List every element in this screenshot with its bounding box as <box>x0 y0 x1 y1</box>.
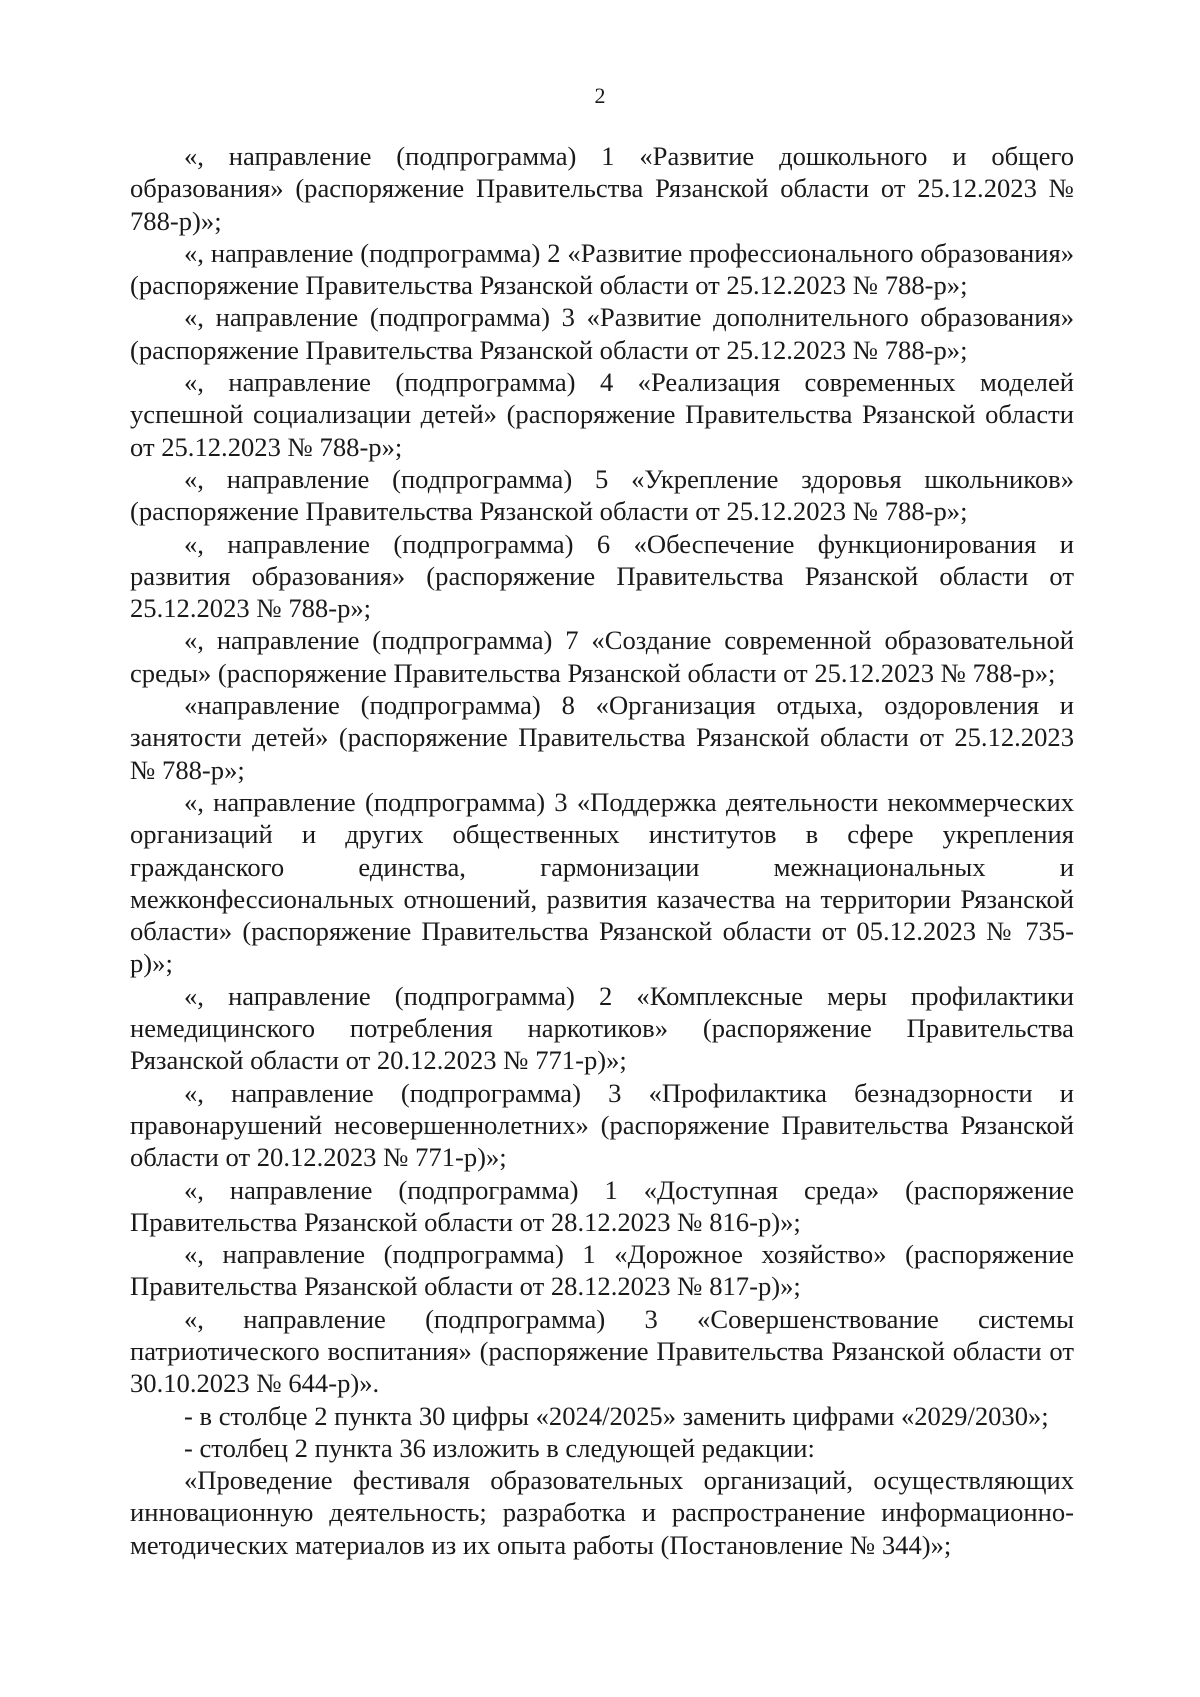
document-body <box>130 140 1074 1561</box>
paragraph-subprogram-3-patriotic: «, направление (подпрограмма) 3 «Совершенствование системы патриотического воспитания» (распоряжение Правительства Рязанской области от 30.10.2023 № 644-р)». <box>130 1303 1074 1399</box>
paragraph-subprogram-8-recreation: «направление (подпрограмма) 8 «Организация отдыха, оздоровления и занятости детей» (распоряжение Правительства Рязанской области от 25.12.2023 № 788-р»; <box>130 690 1074 785</box>
paragraph-item-30-change: - в столбце 2 пункта 30 цифры «2024/2025» заменить цифрами «2029/2030»; <box>184 1400 1049 1431</box>
paragraph-subprogram-5-health: «, направление (подпрограмма) 5 «Укрепление здоровья школьников» (распоряжение Правительства Рязанской области от 25.12.2023 № 788-р»; <box>130 463 1074 527</box>
paragraph-subprogram-6-functioning: «, направление (подпрограмма) 6 «Обеспечение функционирования и развития образования» (распоряжение Правительства Рязанской области от 25.12.2023 № 788-р»; <box>130 528 1074 624</box>
paragraph-item-36-change: - столбец 2 пункта 36 изложить в следующей редакции: <box>184 1432 815 1463</box>
paragraph-subprogram-1-preschool: «, направление (подпрограмма) 1 «Развитие дошкольного и общего образования» (распоряжение Правительства Рязанской области от 25.12.2023 № 788-р)»; <box>130 141 1074 236</box>
paragraph-subprogram-3-additional: «, направление (подпрограмма) 3 «Развитие дополнительного образования» (распоряжение Правительства Рязанской области от 25.12.2023 № 788-р»; <box>130 302 1074 365</box>
paragraph-subprogram-2-professional: «, направление (подпрограмма) 2 «Развитие профессионального образования» (распоряжение Правительства Рязанской области от 25.12.2023 № 788-р»; <box>130 237 1074 301</box>
paragraph-subprogram-1-accessible: «, направление (подпрограмма) 1 «Доступная среда» (распоряжение Правительства Рязанской области от 28.12.2023 № 816-р)»; <box>130 1174 1074 1237</box>
paragraph-subprogram-7-environment: «, направление (подпрограмма) 7 «Создание современной образовательной среды» (распоряжение Правительства Рязанской области от 25.12.2023 № 788-р»; <box>130 625 1074 688</box>
paragraph-subprogram-3-delinquency: «, направление (подпрограмма) 3 «Профилактика безнадзорности и правонарушений несовершеннолетних» (распоряжение Правительства Рязанской области от 20.12.2023 № 771-р)»; <box>130 1077 1074 1173</box>
paragraph-subprogram-3-nko: «, направление (подпрограмма) 3 «Поддержка деятельности некоммерческих организаций и других общественных институтов в сфере укрепления гражданского единства, гармонизации межнациональных и межконфессиональных отношений, развития казачества на территории Рязанской области» (распоряжение Правительства Рязанской области от 05.12.2023 № 735-р)»; <box>130 786 1074 979</box>
paragraph-festival-text: «Проведение фестиваля образовательных организаций, осуществляющих инновационную деятельность; разработка и распространение информационно-методических материалов из их опыта работы (Постановление № 344)»; <box>130 1465 1074 1560</box>
paragraph-subprogram-4-socialization: «, направление (подпрограмма) 4 «Реализация современных моделей успешной социализации детей» (распоряжение Правительства Рязанской области от 25.12.2023 № 788-р»; <box>130 367 1074 462</box>
page-number: 2 <box>594 83 606 108</box>
paragraph-subprogram-2-narcotics: «, направление (подпрограмма) 2 «Комплексные меры профилактики немедицинского потребления наркотиков» (распоряжение Правительства Рязанской области от 20.12.2023 № 771-р)»; <box>130 980 1074 1076</box>
paragraph-subprogram-1-roads: «, направление (подпрограмма) 1 «Дорожное хозяйство» (распоряжение Правительства Рязанской области от 28.12.2023 № 817-р)»; <box>130 1239 1074 1302</box>
